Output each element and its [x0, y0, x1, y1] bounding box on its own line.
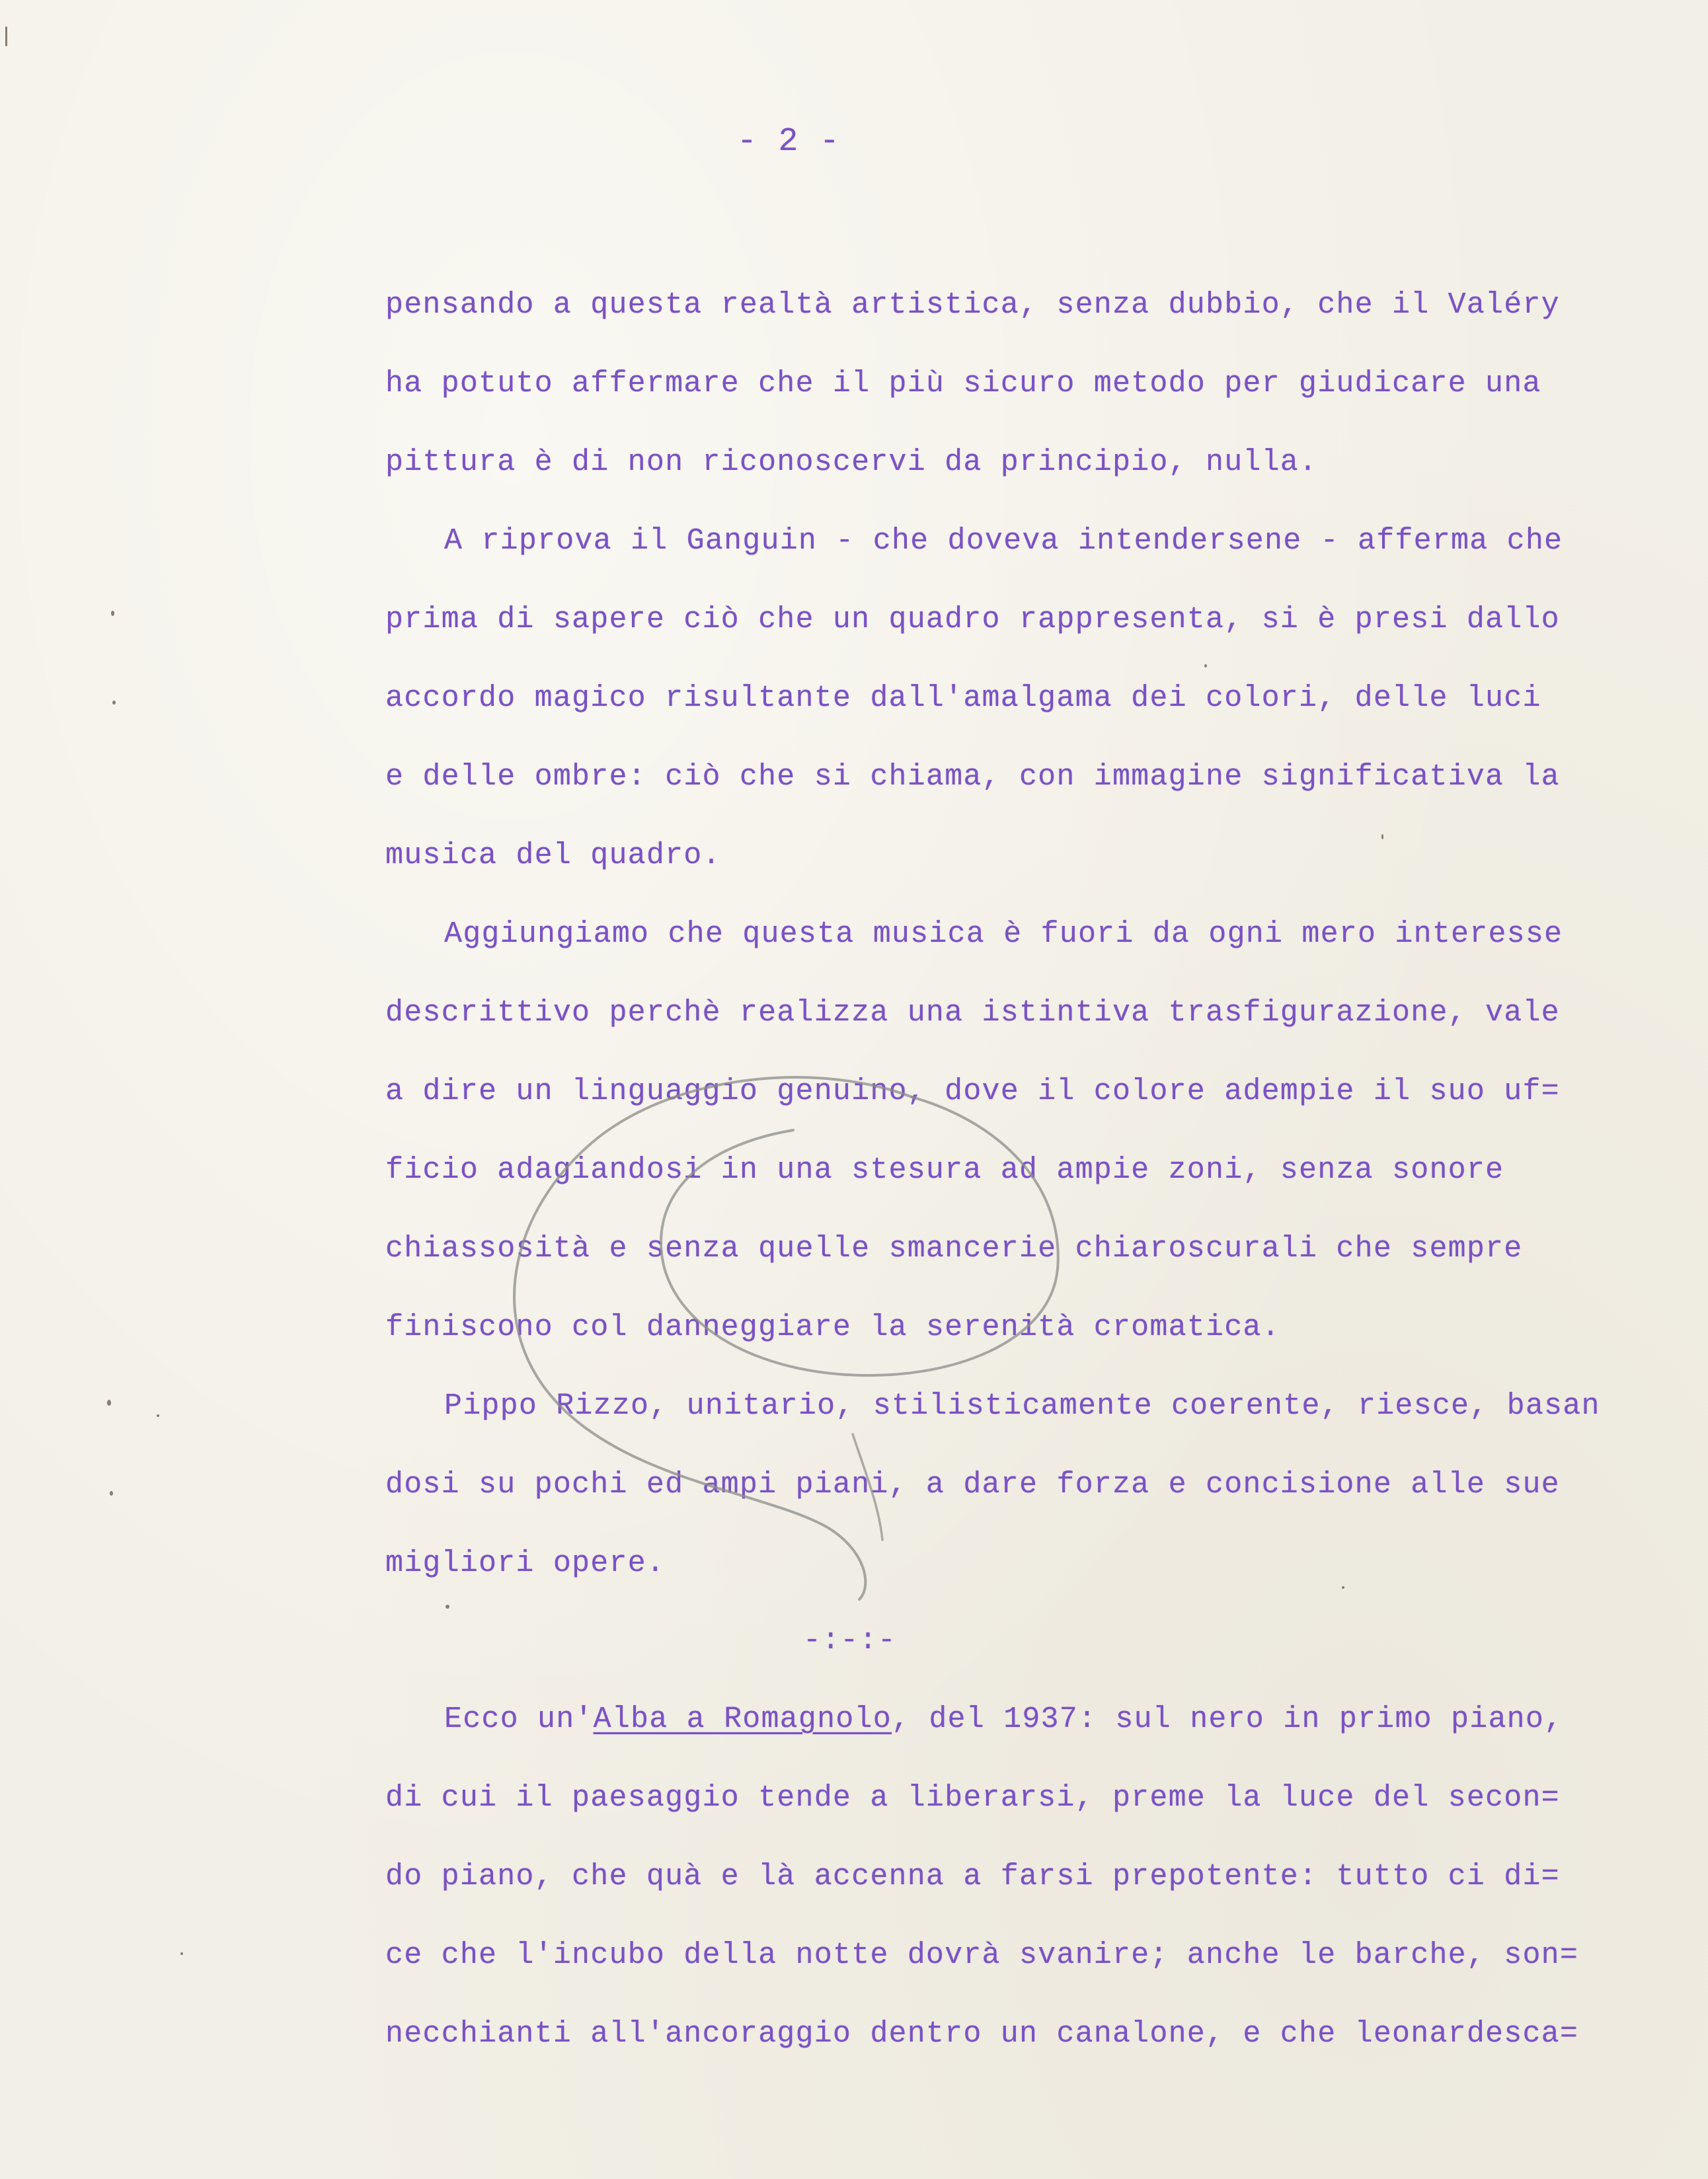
paragraph-5-line-1-after: , del 1937: sul nero in primo piano,: [891, 1702, 1563, 1736]
paragraph-2-line-5: musica del quadro.: [385, 839, 721, 872]
paragraph-3-line-1: Aggiungiamo che questa musica è fuori da ogni mero interesse: [444, 917, 1563, 951]
paragraph-2-line-1: A riprova il Ganguin - che doveva intendersene - afferma che: [444, 524, 1563, 558]
paragraph-3-line-5: chiassosità e senza quelle smancerie chiaroscurali che sempre: [385, 1232, 1523, 1266]
paragraph-5-line-1: [444, 1700, 1563, 1739]
paragraph-3-line-2: descrittivo perchè realizza una istintiva trasfigurazione, vale: [385, 996, 1560, 1030]
paragraph-5-line-2: di cui il paesaggio tende a liberarsi, preme la luce del secon=: [385, 1781, 1560, 1815]
paragraph-5-line-3: do piano, che quà e là accenna a farsi prepotente: tutto ci di=: [385, 1860, 1560, 1893]
paragraph-2-line-2: prima di sapere ciò che un quadro rappresenta, si è presi dallo: [385, 603, 1560, 636]
paragraph-3-line-3: a dire un linguaggio genuino, dove il colore adempie il suo uf=: [385, 1075, 1560, 1108]
paragraph-4-line-1: Pippo Rizzo, unitario, stilisticamente coerente, riesce, basan: [444, 1389, 1600, 1423]
paper-speck: [1342, 1586, 1344, 1589]
paper-speck: [1381, 834, 1383, 839]
artwork-title: Alba a Romagnolo: [593, 1702, 892, 1736]
section-separator: -:-:-: [803, 1624, 897, 1658]
paragraph-4-line-3: migliori opere.: [385, 1547, 666, 1580]
paragraph-2-line-4: e delle ombre: ciò che si chiama, con immagine significativa la: [385, 760, 1560, 794]
paragraph-4-line-2: dosi su pochi ed ampi piani, a dare forza e concisione alle sue: [385, 1468, 1560, 1502]
paper-speck: [112, 701, 116, 705]
paragraph-5-line-5: necchianti all'ancoraggio dentro un canalone, e che leonardesca=: [385, 2017, 1579, 2051]
paper-speck: [110, 1491, 113, 1496]
paragraph-1-line-3: pittura è di non riconoscervi da principio, nulla.: [385, 445, 1318, 479]
paper-speck: [5, 26, 7, 46]
page-number: - 2 -: [737, 123, 841, 161]
paragraph-5-line-1-before: Ecco un': [444, 1702, 594, 1736]
paragraph-3-line-4: ficio adagiandosi in una stesura ad ampie zoni, senza sonore: [385, 1153, 1504, 1187]
paragraph-3-line-6: finiscono col danneggiare la serenità cromatica.: [385, 1311, 1280, 1344]
paper-speck: [446, 1605, 449, 1609]
paragraph-1-line-2: ha potuto affermare che il più sicuro metodo per giudicare una: [385, 367, 1541, 401]
paper-speck: [180, 1952, 183, 1955]
paragraph-2-line-3: accordo magico risultante dall'amalgama dei colori, delle luci: [385, 681, 1541, 715]
paper-speck: [157, 1414, 159, 1417]
paper-speck: [107, 1400, 111, 1406]
paragraph-1-line-1: pensando a questa realtà artistica, senza dubbio, che il Valéry: [385, 288, 1560, 322]
paper-speck: [1204, 664, 1207, 668]
paper-speck: [111, 611, 114, 616]
paragraph-5-line-4: ce che l'incubo della notte dovrà svanire; anche le barche, son=: [385, 1938, 1579, 1972]
